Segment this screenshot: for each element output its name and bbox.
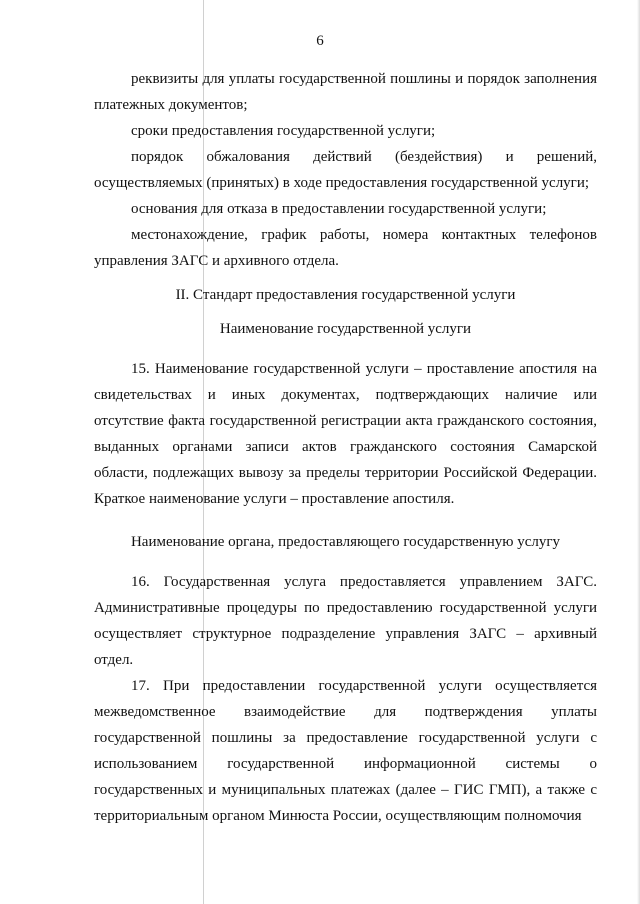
subheading-authority: Наименование органа, предоставляющего государственную услугу xyxy=(130,534,561,550)
paragraph-location-contacts: местонахождение, график работы, номера контактных телефонов управления ЗАГС и архивного отдела. xyxy=(94,227,597,269)
paragraph-requisites: реквизиты для уплаты государственной пошлины и порядок заполнения платежных документов; xyxy=(94,71,597,113)
document-body xyxy=(94,66,597,829)
page-number: 6 xyxy=(316,33,324,49)
item-15: 15. Наименование государственной услуги – проставление апостиля на свидетельствах и иных документах, подтверждающих наличие или отсутствие факта государственной регистрации акта гражданского состояния, выданных органами записи актов гражданского состояния Самарской области, подлежащих вывозу за пределы территории Российской Федерации. Краткое наименование услуги – проставление апостиля. xyxy=(94,361,597,507)
paragraph-appeal: порядок обжалования действий (бездействия) и решений, осуществляемых (принятых) в ходе предоставления государственной услуги; xyxy=(94,149,597,191)
paragraph-refusal-grounds: основания для отказа в предоставлении государственной услуги; xyxy=(131,201,547,217)
subheading-service-name: Наименование государственной услуги xyxy=(219,321,472,337)
item-16: 16. Государственная услуга предоставляется управлением ЗАГС. Административные процедуры по предоставлению государственной услуги осуществляет структурное подразделение управления ЗАГС – архивный отдел. xyxy=(94,574,597,668)
paragraph-deadlines: сроки предоставления государственной услуги; xyxy=(131,123,436,139)
section-heading: II. Стандарт предоставления государственной услуги xyxy=(175,287,516,303)
item-17: 17. При предоставлении государственной услуги осуществляется межведомственное взаимодействие для подтверждения уплаты государственной пошлины за предоставление государственной услуги с использованием государственной информационной системы о государственных и муниципальных платежах (далее – ГИС ГМП), а также с территориальным органом Минюста России, осуществляющим полномочия xyxy=(94,678,597,824)
